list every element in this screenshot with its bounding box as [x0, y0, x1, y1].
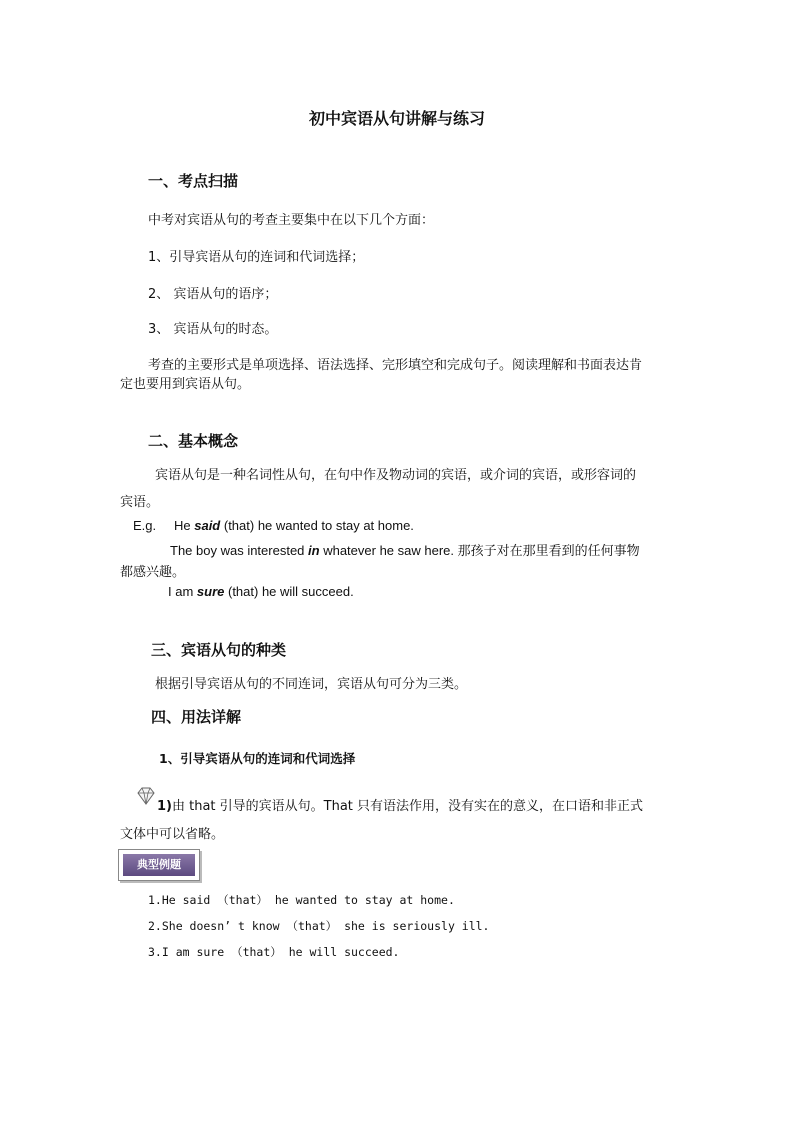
page-title: 初中宾语从句讲解与练习 — [308, 109, 485, 128]
section-heading-3: 三、宾语从句的种类 — [151, 641, 287, 659]
typical-example-2: 2.She doesn’ t know （that） she is seriously ill. — [148, 919, 490, 933]
section-heading-2: 二、基本概念 — [148, 432, 239, 450]
subsection-1: 1、引导宾语从句的连词和代词选择 — [159, 751, 356, 766]
section1-item-1: 1、引导宾语从句的连词和代词选择； — [148, 250, 365, 265]
section1-item-2: 2、 宾语从句的语序； — [148, 287, 278, 302]
example-sentence-1: He said (that) he wanted to stay at home. — [174, 518, 414, 533]
section1-paragraph-line1: 考查的主要形式是单项选择、语法选择、完形填空和完成句子。阅读理解和书面表达肯 — [148, 358, 643, 373]
typical-example-1: 1.He said （that） he wanted to stay at home. — [148, 893, 455, 907]
section-heading-1: 一、考点扫描 — [148, 172, 239, 190]
point-1-line1: 1)由 that 引导的宾语从句。That 只有语法作用，没有实在的意义，在口语和非正式 — [157, 799, 644, 814]
example-sentence-3: I am sure (that) he will succeed. — [168, 584, 354, 599]
section1-paragraph-line2: 定也要用到宾语从句。 — [120, 377, 251, 392]
badge-label: 典型例题 — [123, 854, 195, 876]
point-1-line2: 文体中可以省略。 — [120, 827, 225, 842]
section3-text: 根据引导宾语从句的不同连词，宾语从句可分为三类。 — [155, 677, 468, 692]
section1-item-3: 3、 宾语从句的时态。 — [148, 322, 278, 337]
example-sentence-2: The boy was interested in whatever he saw here. 那孩子对在那里看到的任何事物 — [170, 543, 640, 558]
typical-examples-badge — [118, 849, 200, 881]
point-1-number: 1) — [157, 799, 172, 814]
section-heading-4: 四、用法详解 — [151, 708, 242, 726]
example-sentence-2-cont: 都感兴趣。 — [120, 565, 186, 580]
definition-line2: 宾语。 — [120, 495, 160, 510]
definition-line1: 宾语从句是一种名词性从句，在句中作及物动词的宾语，或介词的宾语，或形容词的 — [155, 468, 637, 483]
typical-example-3: 3.I am sure （that） he will succeed. — [148, 945, 400, 959]
example-label: E.g. — [133, 518, 157, 533]
section1-intro: 中考对宾语从句的考查主要集中在以下几个方面： — [148, 213, 435, 228]
diamond-icon — [135, 785, 157, 807]
